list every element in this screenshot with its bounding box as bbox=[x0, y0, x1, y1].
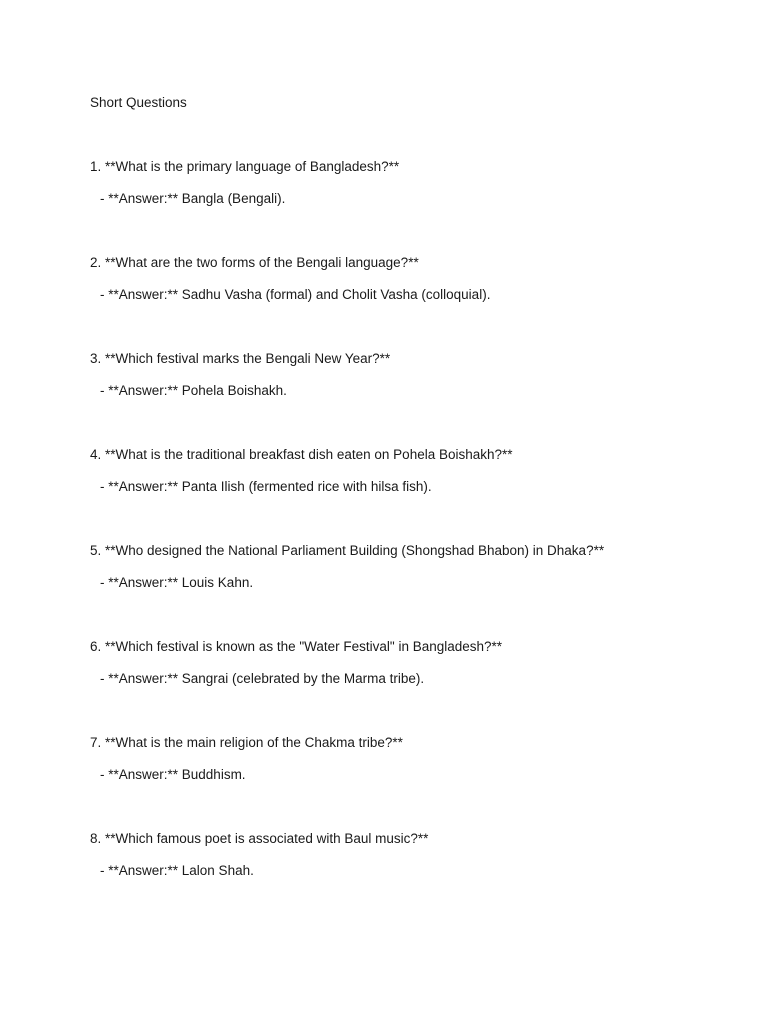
qa-item bbox=[90, 158, 730, 207]
answer-text: - **Answer:** Louis Kahn. bbox=[100, 575, 254, 590]
answer-text: - **Answer:** Sangrai (celebrated by the Marma tribe). bbox=[100, 671, 425, 686]
question-text: 7. **What is the main religion of the Chakma tribe?** bbox=[90, 735, 403, 750]
question-text: 2. **What are the two forms of the Bengali language?** bbox=[90, 255, 419, 270]
answer-text: - **Answer:** Panta Ilish (fermented rice with hilsa fish). bbox=[100, 479, 432, 494]
qa-item bbox=[90, 638, 730, 687]
answer-text: - **Answer:** Sadhu Vasha (formal) and Cholit Vasha (colloquial). bbox=[100, 287, 491, 302]
question-text: 4. **What is the traditional breakfast dish eaten on Pohela Boishakh?** bbox=[90, 447, 513, 462]
qa-item bbox=[90, 254, 730, 303]
answer-text: - **Answer:** Pohela Boishakh. bbox=[100, 383, 287, 398]
qa-item bbox=[90, 350, 730, 399]
answer-text: - **Answer:** Bangla (Bengali). bbox=[100, 191, 286, 206]
answer-text: - **Answer:** Buddhism. bbox=[100, 767, 246, 782]
document-title: Short Questions bbox=[90, 95, 187, 110]
qa-item bbox=[90, 542, 730, 591]
question-text: 3. **Which festival marks the Bengali New Year?** bbox=[90, 351, 391, 366]
answer-text: - **Answer:** Lalon Shah. bbox=[100, 863, 254, 878]
question-text: 1. **What is the primary language of Bangladesh?** bbox=[90, 159, 400, 174]
question-text: 6. **Which festival is known as the "Water Festival" in Bangladesh?** bbox=[90, 639, 503, 654]
qa-item bbox=[90, 734, 730, 783]
qa-item bbox=[90, 830, 730, 879]
question-text: 5. **Who designed the National Parliament Building (Shongshad Bhabon) in Dhaka?** bbox=[90, 543, 605, 558]
qa-item bbox=[90, 446, 730, 495]
question-text: 8. **Which famous poet is associated with Baul music?** bbox=[90, 831, 429, 846]
